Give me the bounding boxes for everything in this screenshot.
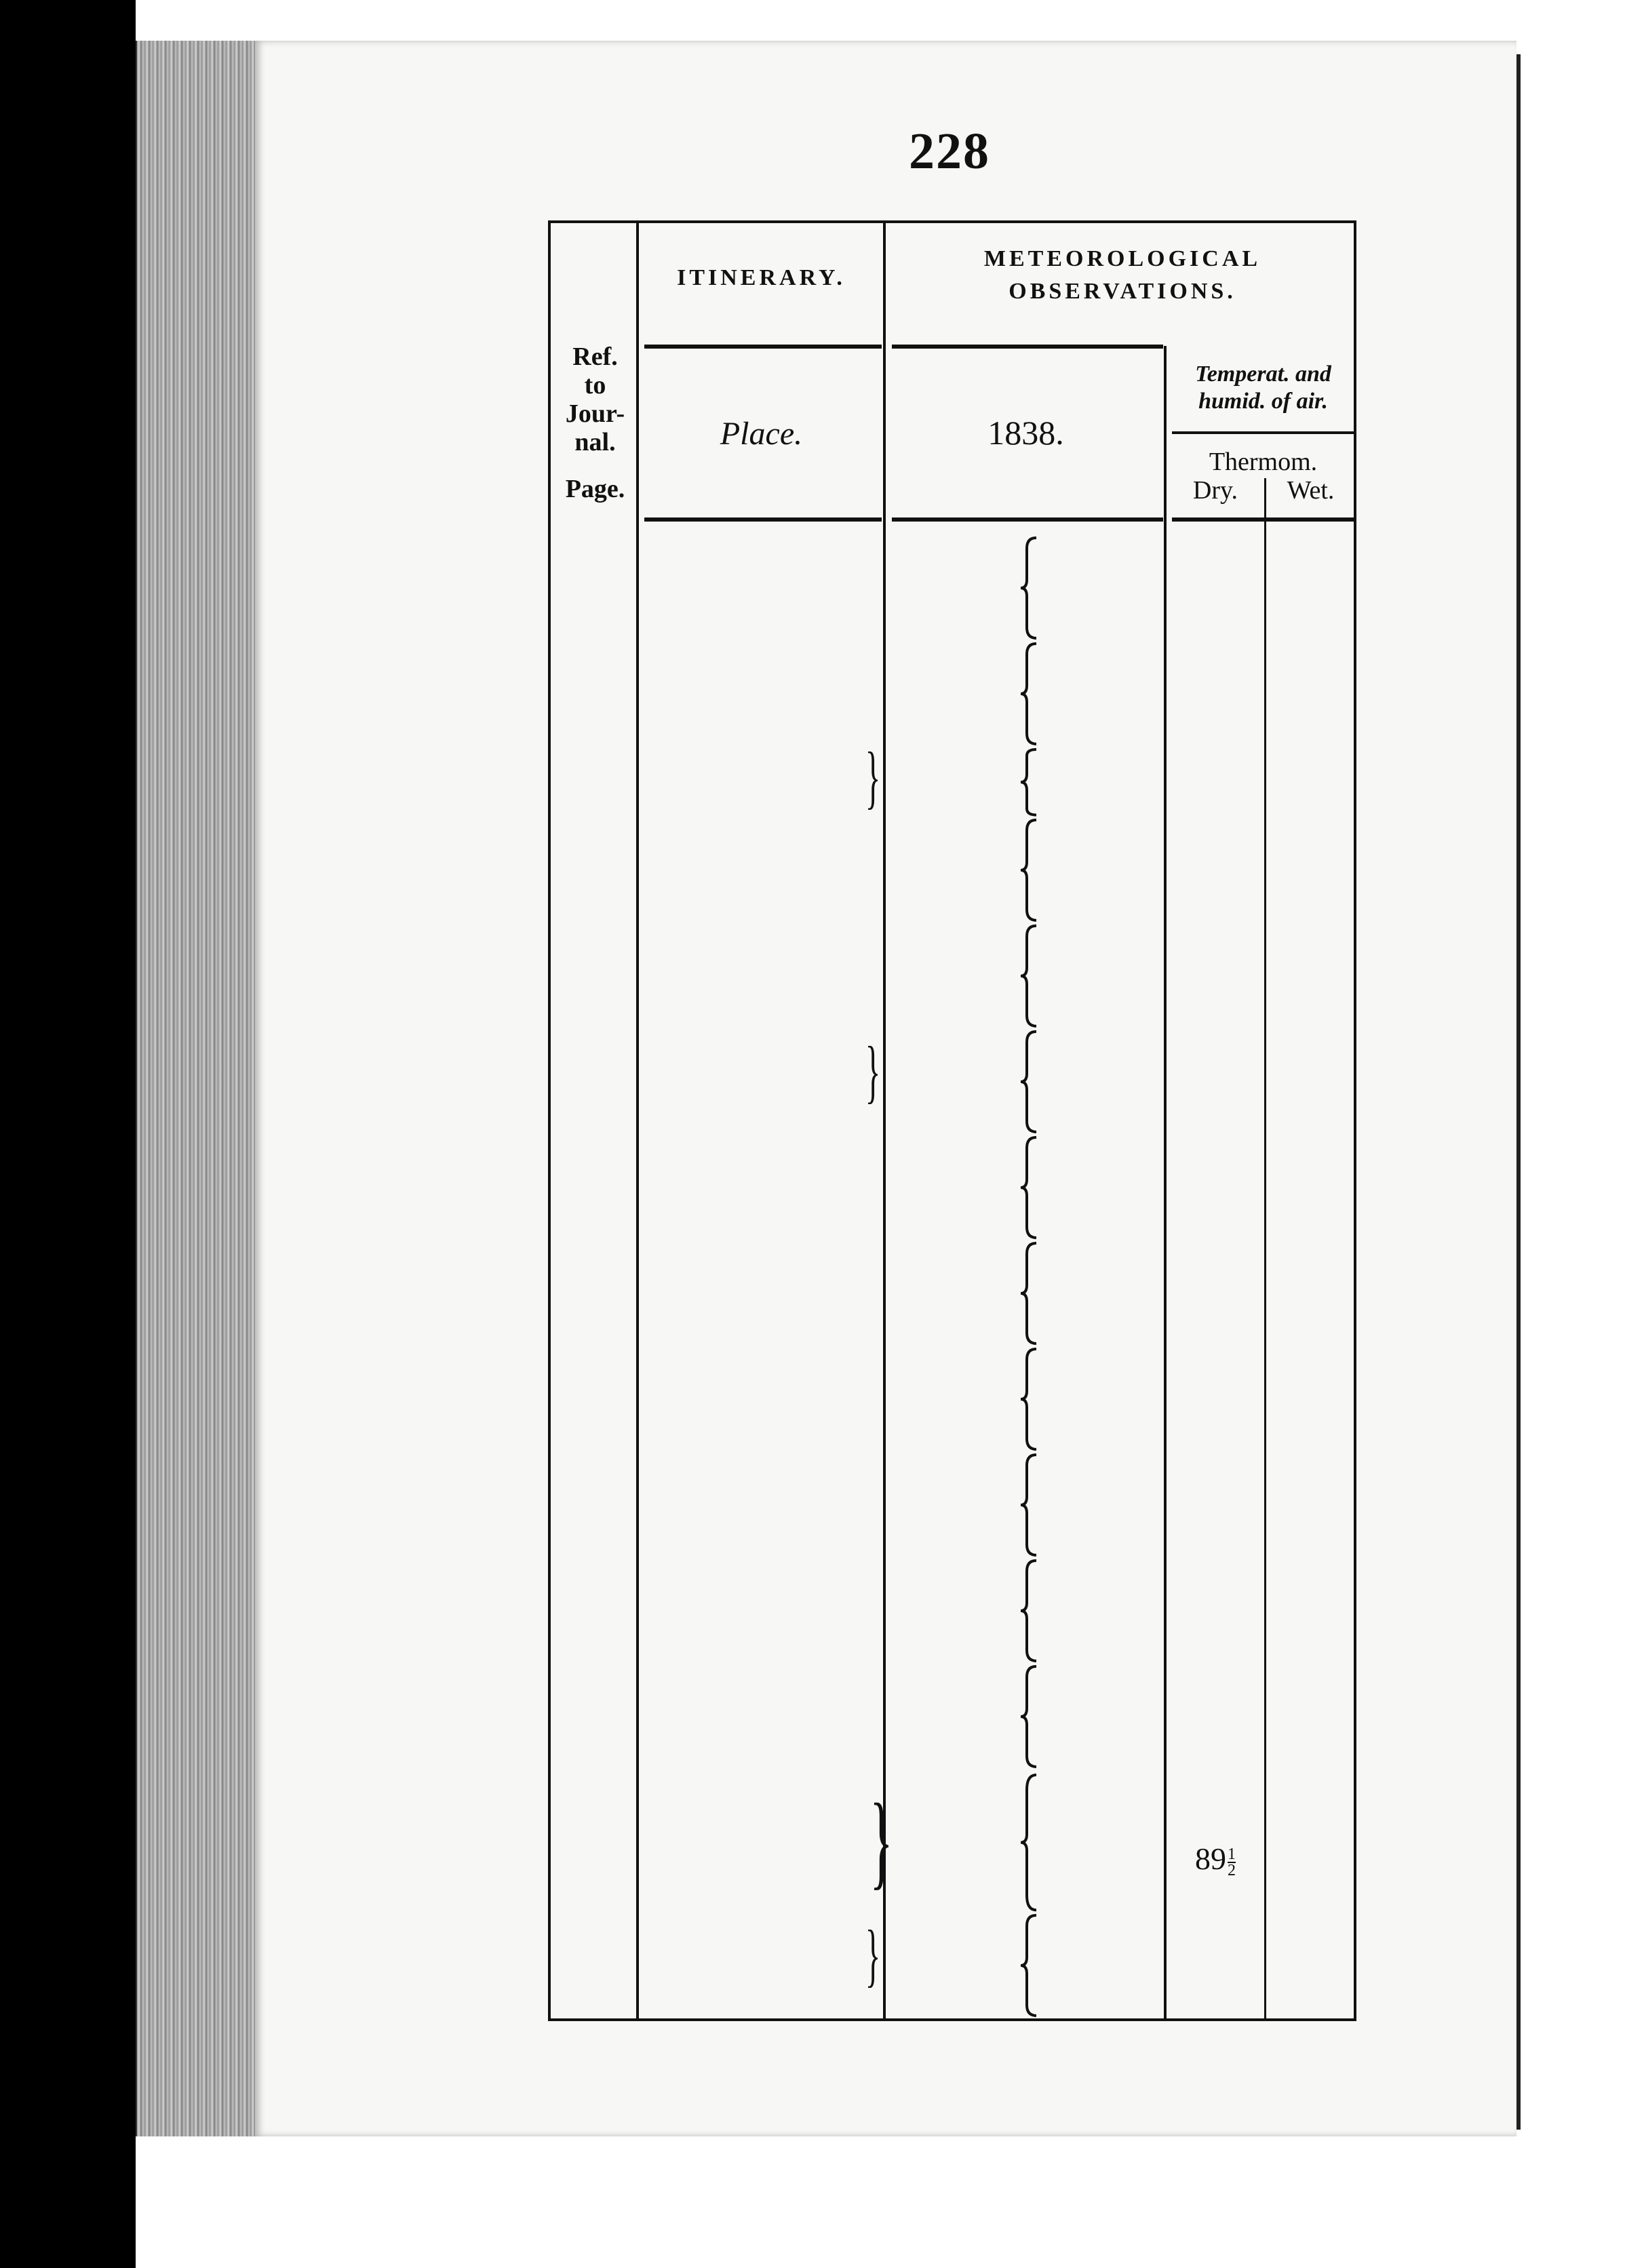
- date-brace: [1019, 642, 1039, 746]
- date-brace: [1019, 1135, 1039, 1240]
- column-rule-3: [1164, 346, 1167, 2021]
- dry-header: Dry.: [1192, 476, 1238, 505]
- temperat-header-line2: humid. of air.: [1198, 389, 1328, 414]
- date-brace: [1019, 536, 1039, 640]
- date-brace: [1019, 1664, 1039, 1769]
- meteorological-header-line1: METEOROLOGICAL: [983, 246, 1261, 271]
- book-page-edges: [136, 41, 266, 2136]
- date-brace: [1019, 1241, 1039, 1346]
- column-rule-1: [636, 220, 639, 2021]
- year-header: 1838.: [987, 414, 1064, 452]
- date-brace: [1019, 818, 1039, 922]
- scan-border-bottom: [136, 2136, 1516, 2268]
- date-brace: [1019, 1773, 1039, 1912]
- date-brace: [1019, 1347, 1039, 1451]
- header-bottom-rule-3: [1172, 517, 1355, 522]
- temperat-rule: [1172, 431, 1355, 434]
- date-brace: [1019, 1913, 1039, 2018]
- place-brace: }: [865, 737, 881, 816]
- meteorological-header-line2: OBSERVATIONS.: [1009, 279, 1236, 304]
- place-brace: }: [869, 1782, 893, 1900]
- book-gutter-line: [1516, 54, 1521, 2130]
- wet-header: Wet.: [1287, 476, 1335, 505]
- thermom-header: Thermom.: [1209, 448, 1318, 476]
- observations-rule: [892, 345, 1163, 349]
- header-bottom-rule: [644, 517, 882, 522]
- itinerary-header: ITINERARY.: [677, 265, 846, 290]
- temperat-header-line1: Temperat. and: [1195, 361, 1331, 387]
- date-brace: [1019, 1453, 1039, 1557]
- dry-temperature-whole: 89: [1195, 1841, 1226, 1877]
- ref-to-journal-header: Ref. to Jour- nal.: [565, 343, 625, 456]
- itinerary-rule: [644, 345, 882, 349]
- page-header: Page.: [565, 475, 625, 503]
- scan-border-right: [1516, 0, 1625, 2268]
- column-rule-2: [883, 220, 886, 2021]
- header-bottom-rule-2: [892, 517, 1163, 522]
- half-fraction: $\frac{1}{2}$: [1228, 1845, 1236, 1879]
- date-brace: [1019, 924, 1039, 1028]
- place-brace: }: [865, 1032, 881, 1111]
- date-brace: [1019, 1559, 1039, 1663]
- page-number: 228: [909, 123, 990, 180]
- place-header: Place.: [720, 416, 803, 452]
- date-brace: [1019, 1030, 1039, 1134]
- place-brace: }: [865, 1915, 881, 1994]
- scan-border-left: [0, 0, 136, 2268]
- date-brace: [1019, 747, 1039, 817]
- column-rule-4: [1264, 478, 1266, 2021]
- dry-temperature: [1178, 1842, 1253, 1877]
